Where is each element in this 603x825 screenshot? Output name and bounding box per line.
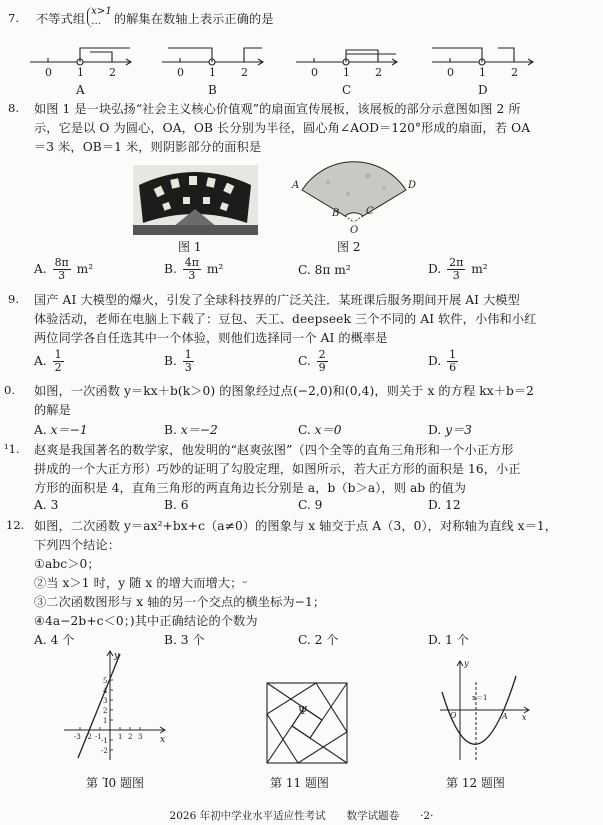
denominator: 3	[452, 269, 460, 282]
option-text: 2 个	[314, 633, 339, 647]
option-label: C.	[298, 423, 311, 437]
fraction	[447, 257, 465, 282]
option-d-label[interactable]: D	[478, 83, 488, 97]
option-a[interactable]	[34, 421, 88, 438]
option-b[interactable]	[164, 349, 196, 374]
y-tick: -1	[101, 737, 108, 745]
q8-line1: 如图 1 是一块弘扬“社会主义核心价值观”的扇面宣传展板，该展板的部分示意图如图 2 所	[34, 102, 521, 116]
option-label: B.	[164, 354, 177, 368]
inequality-system	[87, 7, 112, 27]
denominator: 9	[318, 361, 326, 374]
option-a[interactable]	[34, 631, 74, 648]
sector-diagram	[288, 158, 418, 238]
q7-stem	[36, 5, 274, 27]
fig2-caption: 图 2	[337, 240, 361, 254]
q12-conclusion-2: ②当 x＞1 时，y 随 x 的增大而增大；ᵕ	[34, 576, 248, 590]
question-number: ¹1.	[4, 442, 20, 456]
unit: m²	[471, 262, 488, 276]
q11-line2: 拼成的一个大正方形）巧妙的证明了勾股定理，如图所示，若大正方形的面积是 16，小正	[34, 462, 521, 476]
option-c[interactable]	[298, 349, 330, 374]
option-c-label[interactable]: C	[342, 83, 352, 97]
option-label: D.	[428, 423, 442, 437]
option-c[interactable]	[298, 498, 322, 512]
fraction	[53, 349, 64, 374]
q10-line1: 如图，一次函数 y＝kx＋b(k＞0) 的图象经过点(−2,0)和(0,4)，则关于 x 的方程 kx＋b＝2	[34, 384, 535, 398]
x-axis-label: x	[522, 713, 527, 722]
option-text: 12	[445, 498, 461, 512]
option-label: D.	[428, 262, 442, 276]
fraction	[53, 257, 71, 282]
tick-1: 1	[479, 66, 486, 79]
option-label: A.	[34, 354, 47, 368]
tick-1: 1	[77, 66, 84, 79]
q7-number-lines	[28, 40, 588, 98]
q12-conclusion-3: ③二次函数图形与 x 轴的另一个交点的横坐标为−1；	[34, 595, 326, 609]
option-label: C.	[298, 354, 311, 368]
tick-2: 2	[109, 66, 116, 79]
tick-0: 0	[177, 66, 184, 79]
option-d[interactable]	[428, 498, 461, 512]
denominator: 3	[184, 361, 192, 374]
y-tick: 3	[103, 697, 108, 705]
x-tick: 1	[118, 733, 123, 741]
option-label: D.	[428, 354, 442, 368]
denominator: 6	[449, 361, 457, 374]
numerator: 1	[54, 348, 62, 361]
x-tick: -3	[74, 733, 81, 741]
question-number: 7.	[8, 11, 19, 25]
q12-line2: 下列四个结论：	[34, 538, 121, 552]
q7-stem-after: 的解集在数轴上表示正确的是	[113, 12, 274, 26]
function-line	[78, 654, 123, 758]
q11-line1: 赵爽是我国著名的数学家，他发明的“赵爽弦图”（四个全等的直角三角形和一个小正方形	[34, 443, 514, 457]
point-a-label: A	[292, 180, 300, 191]
y-tick: 4	[103, 687, 108, 695]
fig11-zhaoshuang-diagram	[264, 680, 350, 766]
q7-stem-before: 不等式组	[36, 12, 86, 26]
option-label: B.	[164, 262, 177, 276]
tick-0: 0	[447, 66, 454, 79]
symmetry-axis-label: x＝1	[472, 694, 488, 702]
q12-conclusion-4: ④4a−2b+c＜0；)其中正确结论的个数为	[34, 614, 258, 628]
option-b[interactable]	[164, 631, 205, 648]
q9-line2: 体验活动，老师在电脑上下载了：豆包、天工、deepseek 三个不同的 AI 软件，小伟和小红	[34, 312, 537, 326]
option-label: C.	[298, 633, 311, 647]
fig11-caption: 第 11 题图	[270, 776, 329, 790]
numerator: 1	[449, 348, 457, 361]
fraction	[447, 349, 458, 374]
y-tick: 2	[103, 707, 108, 715]
option-text: 4 个	[50, 633, 75, 647]
fraction	[183, 349, 194, 374]
option-text: 1 个	[445, 633, 469, 647]
fraction	[183, 257, 201, 282]
fig12-graph	[436, 656, 536, 766]
option-d[interactable]	[428, 421, 472, 438]
point-a-label: A	[502, 712, 508, 721]
tick-1: 1	[209, 66, 216, 79]
option-text: 6	[180, 498, 189, 512]
system-bottom: …	[91, 15, 102, 27]
question-number: 0.	[4, 383, 15, 397]
option-label: C.	[298, 498, 311, 512]
option-a[interactable]	[34, 257, 93, 282]
numerator: 8π	[54, 256, 69, 269]
point-c-label: C	[366, 206, 374, 217]
q9-line1: 国产 AI 大模型的爆火，引发了全球科技界的广泛关注．某班课后服务期间开展 AI 大模型	[34, 293, 520, 307]
option-c[interactable]	[298, 263, 351, 277]
numerator: 4π	[184, 256, 199, 269]
option-label: A.	[34, 423, 47, 437]
question-number: 8.	[8, 101, 19, 115]
origin-label: O	[450, 711, 457, 720]
numerator: 2π	[449, 256, 464, 269]
fraction	[317, 349, 328, 374]
option-d[interactable]	[428, 631, 469, 648]
tick-0: 0	[311, 66, 318, 79]
fan-photo-image	[133, 165, 258, 235]
option-text: 3 个	[180, 633, 205, 647]
inner-square	[267, 683, 347, 763]
option-b-label[interactable]: B	[208, 83, 217, 97]
option-a-label[interactable]: A	[76, 83, 85, 97]
fig10-caption: 第 Ί0 题图	[86, 776, 145, 790]
y-axis-label: y	[114, 651, 120, 661]
y-tick: -2	[101, 747, 108, 755]
option-c[interactable]	[298, 631, 338, 648]
tick-1: 1	[343, 66, 350, 79]
point-o-label: O	[350, 225, 359, 236]
option-b[interactable]	[164, 257, 223, 282]
handwritten-mark: Ψ	[298, 704, 308, 717]
option-text: y＝3	[445, 423, 472, 437]
option-text: x＝0	[314, 423, 342, 437]
option-a[interactable]	[34, 349, 66, 374]
numerator: 1	[184, 348, 192, 361]
option-a[interactable]	[34, 498, 58, 512]
option-label: A.	[34, 633, 47, 647]
tick-2: 2	[511, 66, 518, 79]
tick-2: 2	[375, 66, 382, 79]
option-label: D.	[428, 633, 442, 647]
unit: m²	[206, 262, 224, 276]
option-label: B.	[164, 498, 177, 512]
tick-2: 2	[241, 66, 248, 79]
x-axis-label: x	[160, 735, 166, 745]
option-text: x＝−2	[180, 423, 218, 437]
q12-conclusion-1: ①abc＞0；	[34, 557, 100, 571]
q12-line1: 如图，二次函数 y＝ax²+bx+c（a≠0）的图象与 x 轴交于点 A（3，0），对称轴为直线 x＝1，	[34, 519, 558, 533]
numerator: 2	[318, 348, 326, 361]
point-d-label: D	[408, 180, 417, 191]
x-tick: -2	[85, 733, 92, 741]
question-number: 12.	[6, 518, 25, 532]
option-d[interactable]	[428, 349, 460, 374]
page-footer: 2026 年初中学业水平适应性考试 数学试题卷 ·2·	[169, 810, 434, 822]
option-label: B.	[164, 423, 177, 437]
q8-line3: ＝3 米，OB＝1 米，则阴影部分的面积是	[34, 140, 262, 154]
option-text: x＝−1	[50, 423, 88, 437]
x-tick: 2	[128, 733, 133, 741]
option-label: C.	[298, 263, 311, 277]
y-tick: 5	[103, 677, 108, 685]
point-b-label: B	[332, 208, 340, 219]
x-tick: -1	[95, 733, 102, 741]
option-text: 8π m²	[314, 263, 351, 277]
option-b[interactable]	[164, 498, 188, 512]
y-tick: 1	[103, 717, 108, 725]
q10-line2: 的解是	[34, 403, 71, 417]
large-square	[267, 683, 347, 763]
option-b[interactable]	[164, 421, 218, 438]
system-top: x>1	[91, 5, 112, 17]
option-text: 9	[314, 498, 323, 512]
option-c[interactable]	[298, 421, 341, 438]
option-text: 3	[50, 498, 59, 512]
denominator: 2	[54, 361, 62, 374]
x-tick: 3	[138, 733, 143, 741]
question-number: 9.	[8, 292, 19, 306]
q9-line3: 两位同学各自任选其中一个体验，则他们选择同一个 AI 的概率是	[34, 331, 388, 345]
tick-0: 0	[45, 66, 52, 79]
option-label: A.	[34, 262, 47, 276]
denominator: 3	[58, 269, 66, 282]
unit: m²	[76, 262, 94, 276]
option-label: D.	[428, 498, 442, 512]
option-label: A.	[34, 498, 47, 512]
option-d[interactable]	[428, 257, 488, 282]
option-label: B.	[164, 633, 177, 647]
fig12-caption: 第 12 题图	[446, 776, 505, 790]
y-axis-label: y	[464, 659, 469, 668]
denominator: 3	[188, 269, 196, 282]
q8-line2: 示，它是以 O 为圆心，OA，OB 长分别为半径，圆心角∠AOD＝120°形成的扇面，若 OA	[34, 121, 531, 135]
fig10-graph	[60, 648, 170, 766]
fig1-caption: 图 1	[178, 240, 202, 254]
q11-line3: 方形的面积是 4，直角三角形的两直角边长分别是 a，b（b＞a），则 ab 的值为	[34, 481, 467, 495]
